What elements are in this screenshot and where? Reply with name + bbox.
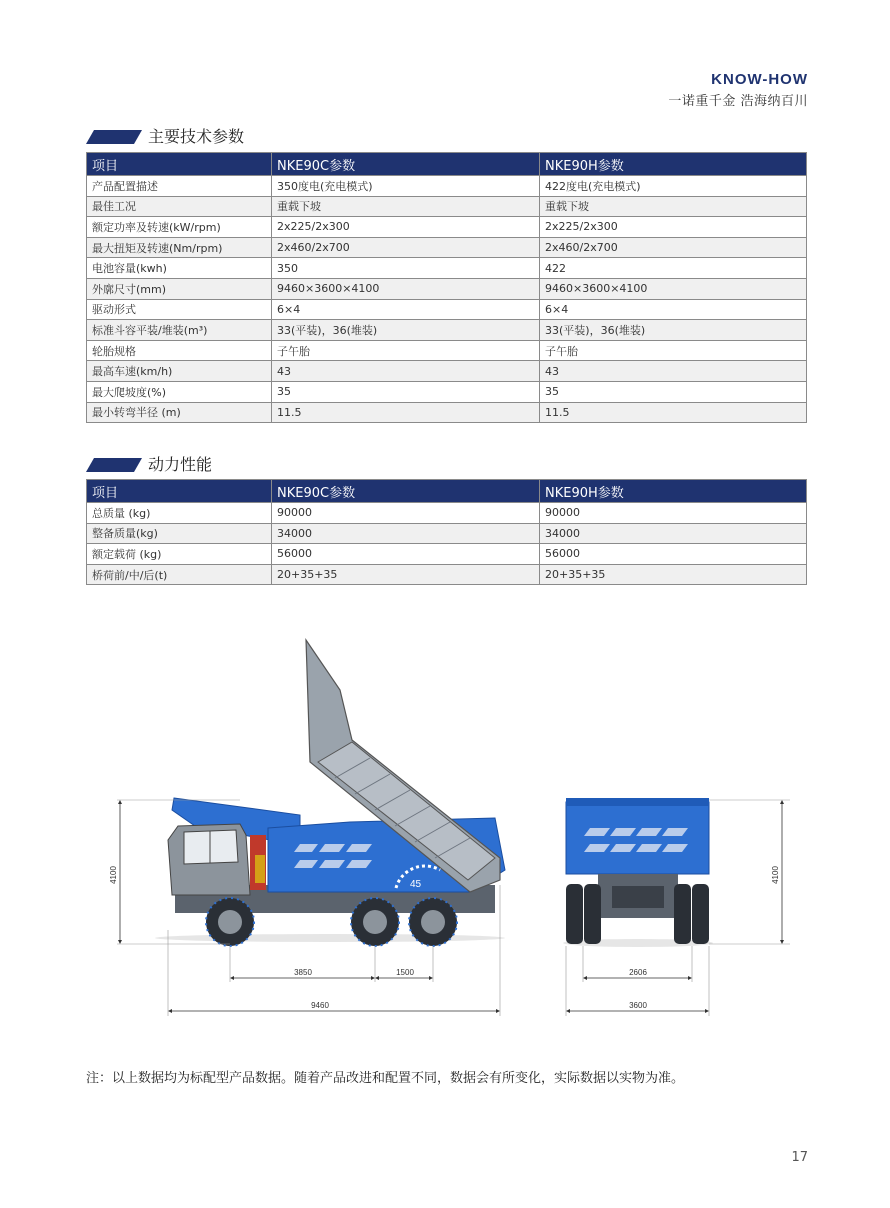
cell-nke90h: 33(平装)，36(堆装): [540, 320, 807, 341]
truck-rear-view: [563, 798, 790, 1016]
header-nke90c: NKE90C参数: [272, 480, 540, 503]
cell-nke90h: 35: [540, 381, 807, 402]
cell-nke90c: 9460×3600×4100: [272, 278, 540, 299]
cell-nke90h: 子午胎: [540, 340, 807, 361]
cell-nke90h: 20+35+35: [540, 564, 807, 585]
rear-height-label: 4100: [771, 866, 780, 884]
cell-item: 轮胎规格: [87, 340, 272, 361]
cell-item: 总质量 (kg): [87, 503, 272, 524]
table-row: [87, 196, 807, 217]
header-nke90h: NKE90H参数: [540, 153, 807, 176]
cell-item: 最大爬坡度(%): [87, 381, 272, 402]
table-row: [87, 299, 807, 320]
cell-item: 最小转弯半径 (m): [87, 402, 272, 423]
performance-table: [86, 479, 807, 585]
cell-nke90c: 350度电(充电模式): [272, 176, 540, 197]
cell-nke90c: 43: [272, 361, 540, 382]
table-row: [87, 523, 807, 544]
cell-nke90c: 6×4: [272, 299, 540, 320]
header-item: 项目: [87, 153, 272, 176]
cell-nke90h: 34000: [540, 523, 807, 544]
spec-table: [86, 152, 807, 423]
cell-item: 标准斗容平装/堆装(m³): [87, 320, 272, 341]
section-title: 动力性能: [148, 455, 213, 474]
brand-block: [668, 71, 808, 109]
cell-nke90h: 2x225/2x300: [540, 217, 807, 238]
cell-item: 整备质量(kg): [87, 523, 272, 544]
cell-nke90c: 重载下坡: [272, 196, 540, 217]
cell-nke90c: 90000: [272, 503, 540, 524]
table-header-row: [87, 153, 807, 176]
truck-dimension-drawing: [0, 630, 890, 1030]
width-label: 3600: [629, 1001, 647, 1010]
table-row: [87, 381, 807, 402]
table-row: [87, 544, 807, 565]
length-label: 9460: [311, 1001, 329, 1010]
height-label: 4100: [109, 866, 118, 884]
table-row: [87, 258, 807, 279]
cell-item: 最佳工况: [87, 196, 272, 217]
cell-nke90h: 422: [540, 258, 807, 279]
section-bar-icon: [86, 130, 142, 144]
cell-nke90c: 35: [272, 381, 540, 402]
cell-nke90h: 2x460/2x700: [540, 237, 807, 258]
table-row: [87, 564, 807, 585]
table-header-row: [87, 480, 807, 503]
page-number: 17: [791, 1150, 808, 1165]
cell-item: 电池容量(kwh): [87, 258, 272, 279]
cell-nke90h: 90000: [540, 503, 807, 524]
cell-item: 桥荷前/中/后(t): [87, 564, 272, 585]
truck-side-view: [109, 640, 505, 1016]
footnote: 注：以上数据均为标配型产品数据。随着产品改进和配置不同，数据会有所变化，实际数据以实物为准。: [86, 1071, 685, 1086]
cell-nke90h: 9460×3600×4100: [540, 278, 807, 299]
wheelbase1-label: 3850: [294, 968, 312, 977]
brand-slogan: 一诺重千金 浩海纳百川: [668, 94, 808, 109]
wheelbase2-label: 1500: [396, 968, 414, 977]
table-row: [87, 340, 807, 361]
cell-nke90h: 422度电(充电模式): [540, 176, 807, 197]
header-item: 项目: [87, 480, 272, 503]
front-wheel: [206, 898, 254, 946]
cell-nke90c: 11.5: [272, 402, 540, 423]
cell-nke90c: 33(平装)，36(堆装): [272, 320, 540, 341]
header-nke90c: NKE90C参数: [272, 153, 540, 176]
table-row: [87, 278, 807, 299]
cell-item: 最高车速(km/h): [87, 361, 272, 382]
cell-nke90c: 56000: [272, 544, 540, 565]
cell-item: 驱动形式: [87, 299, 272, 320]
cell-nke90h: 56000: [540, 544, 807, 565]
cell-nke90c: 2x225/2x300: [272, 217, 540, 238]
cell-item: 产品配置描述: [87, 176, 272, 197]
cell-nke90c: 20+35+35: [272, 564, 540, 585]
header-nke90h: NKE90H参数: [540, 480, 807, 503]
cell-nke90c: 34000: [272, 523, 540, 544]
track-label: 2606: [629, 968, 647, 977]
table-row: [87, 320, 807, 341]
cell-item: 最大扭矩及转速(Nm/rpm): [87, 237, 272, 258]
table-row: [87, 402, 807, 423]
cell-nke90h: 43: [540, 361, 807, 382]
cell-item: 外廓尺寸(mm): [87, 278, 272, 299]
cell-nke90c: 子午胎: [272, 340, 540, 361]
middle-wheel: [351, 898, 399, 946]
table-row: [87, 237, 807, 258]
table-row: [87, 217, 807, 238]
brand-title: KNOW-HOW: [711, 71, 808, 88]
cell-nke90h: 重载下坡: [540, 196, 807, 217]
section-title: 主要技术参数: [148, 127, 245, 146]
cell-item: 额定功率及转速(kW/rpm): [87, 217, 272, 238]
cell-nke90h: 11.5: [540, 402, 807, 423]
dump-angle-label: 45: [410, 879, 422, 890]
rear-wheel: [409, 898, 457, 946]
cell-nke90c: 2x460/2x700: [272, 237, 540, 258]
section-bar-icon: [86, 458, 142, 472]
cell-nke90h: 6×4: [540, 299, 807, 320]
table-row: [87, 503, 807, 524]
table-row: [87, 361, 807, 382]
table-row: [87, 176, 807, 197]
cell-nke90c: 350: [272, 258, 540, 279]
cell-item: 额定载荷 (kg): [87, 544, 272, 565]
